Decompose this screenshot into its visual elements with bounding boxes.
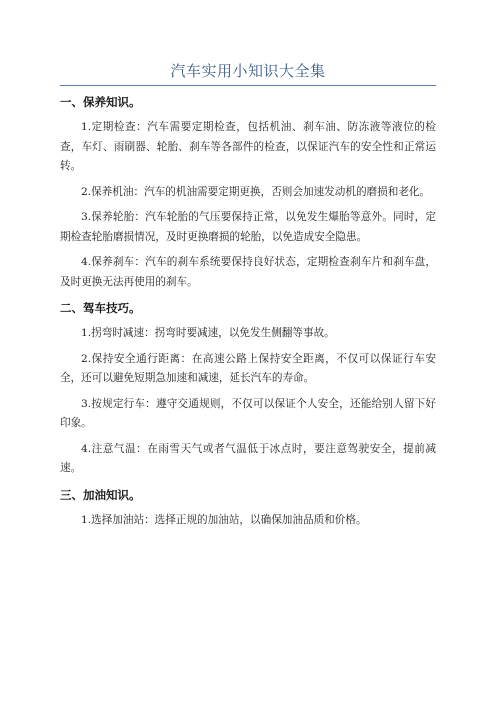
list-item: 3.保养轮胎：汽车轮胎的气压要保持正常，以免发生爆胎等意外。同时，定期检查轮胎磨损情况，及时更换磨损的轮胎，以免造成安全隐患。 [60, 211, 436, 243]
list-item: 4.保养刹车：汽车的刹车系统要保持良好状态，定期检查刹车片和刹车盘，及时更换无法再使用的刹车。 [60, 256, 436, 288]
list-item: 4.注意气温：在雨雪天气或者气温低于冰点时，要注意驾驶安全，提前减速。 [60, 442, 436, 474]
list-item: 1.定期检查：汽车需要定期检查，包括机油、刹车油、防冻液等液位的检查，车灯、雨刷器、轮胎、刹车等各部件的检查，以保证汽车的安全性和正常运转。 [60, 121, 436, 172]
document-body [60, 92, 436, 536]
section-driving-skills [60, 298, 436, 479]
document-title: 汽车实用小知识大全集 [170, 62, 326, 80]
section-refueling [60, 485, 436, 531]
list-item: 3.按规定行车：遵守交通规则，不仅可以保证个人安全，还能给别人留下好印象。 [60, 397, 436, 429]
title-divider [60, 85, 436, 86]
list-item: 2.保持安全通行距离：在高速公路上保持安全距离，不仅可以保证行车安全，还可以避免短期急加速和减速，延长汽车的寿命。 [60, 352, 436, 384]
section-heading: 三、加油知识。 [60, 487, 141, 502]
list-item: 2.保养机油：汽车的机油需要定期更换，否则会加速发动机的磨损和老化。 [81, 185, 431, 198]
list-item: 1.选择加油站：选择正规的加油站，以确保加油品质和价格。 [81, 513, 367, 526]
list-item: 1.拐弯时减速：拐弯时要减速，以免发生侧翻等事故。 [81, 327, 335, 339]
section-maintenance [60, 92, 436, 292]
section-heading: 一、保养知识。 [60, 95, 141, 109]
section-heading: 二、驾车技巧。 [60, 301, 141, 315]
